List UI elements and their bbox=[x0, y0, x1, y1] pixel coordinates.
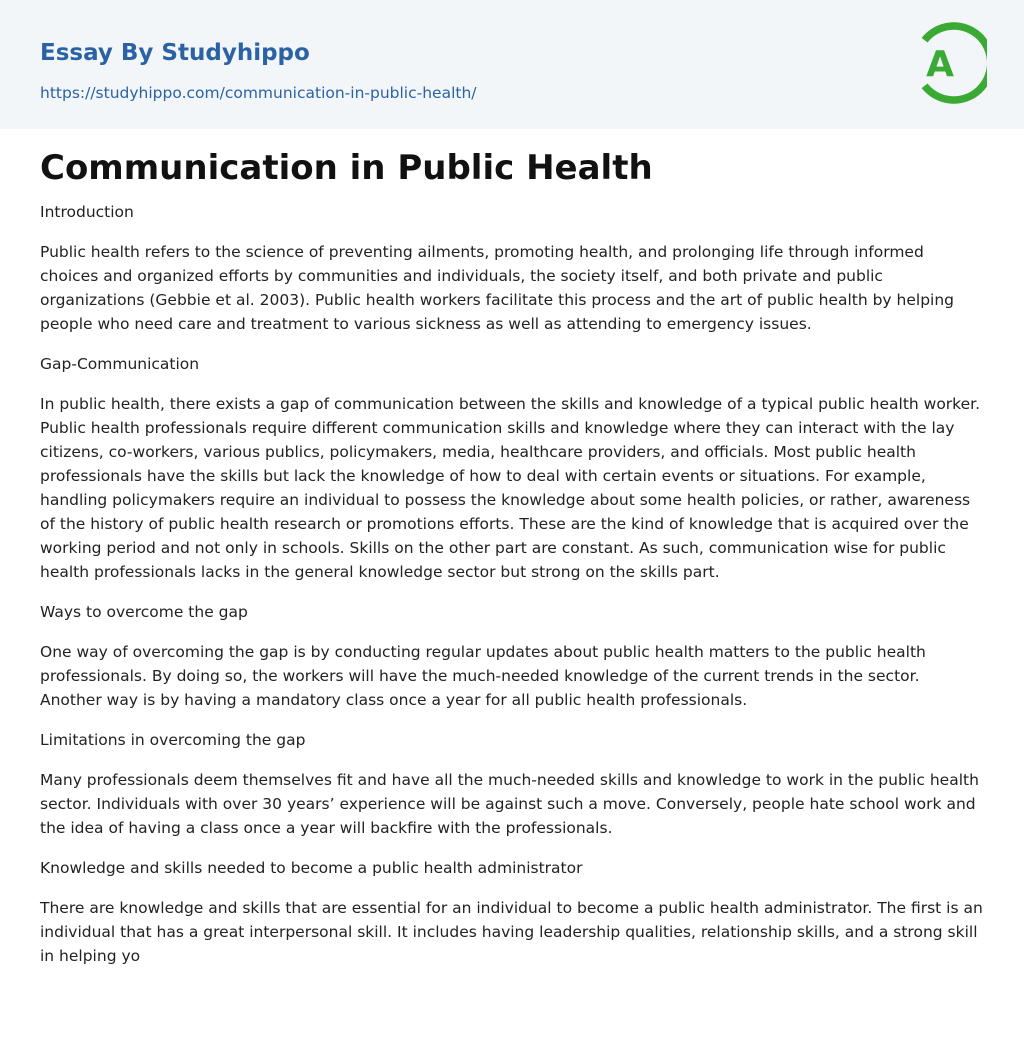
studyhippo-logo-icon[interactable] bbox=[913, 19, 987, 107]
section-heading-gap-communication: Gap-Communication bbox=[40, 355, 200, 373]
paragraph-introduction: Public health refers to the science of preventing ailments, promoting health, and prolonging life through informed choices and organized efforts by communities and individuals, the society itself, and both private and public organizations (Gebbie et al. 2003). Public health workers facilitate this process and the art of public health by helping people who need care and treatment to various sickness as well as attending to emergency issues. bbox=[40, 243, 955, 333]
section-heading-introduction: Introduction bbox=[40, 203, 134, 221]
paragraph-limitations: Many professionals deem themselves fit and have all the much-needed skills and knowledge to work in the public health sector. Individuals with over 30 years’ experience will be against such a move. Conversely, people hate school work and the idea of having a class once a year will backfire with the professionals. bbox=[40, 771, 979, 837]
page-title: Communication in Public Health bbox=[40, 148, 653, 188]
paragraph-gap-communication: In public health, there exists a gap of communication between the skills and knowledge of a typical public health worker. Public health professionals require different communication skills and knowledge where they can interact with the lay citizens, co-workers, various publics, policymakers, media, healthcare providers, and officials. Most public health professionals have the skills but lack the knowledge of how to deal with certain events or situations. For example, handling policymakers require an individual to possess the knowledge about some health policies, or rather, awareness of the history of public health research or promotions efforts. These are the kind of knowledge that is acquired over the working period and not only in schools. Skills on the other part are constant. As such, communication wise for public health professionals lacks in the general knowledge sector but strong on the skills part. bbox=[40, 395, 981, 581]
paragraph-knowledge-and-skills: There are knowledge and skills that are essential for an individual to become a public health administrator. The first is an individual that has a great interpersonal skill. It includes having leadership qualities, relationship skills, and a strong skill in helping yo bbox=[40, 899, 983, 965]
site-header bbox=[0, 0, 1024, 129]
section-heading-limitations: Limitations in overcoming the gap bbox=[40, 731, 306, 749]
paragraph-ways-to-overcome: One way of overcoming the gap is by conducting regular updates about public health matters to the public health professionals. By doing so, the workers will have the much-needed knowledge of the current trends in the sector. Another way is by having a mandatory class once a year for all public health professionals. bbox=[40, 643, 926, 709]
essay-url-link[interactable]: https://studyhippo.com/communication-in-public-health/ bbox=[40, 84, 477, 102]
site-brand[interactable]: Essay By Studyhippo bbox=[40, 40, 310, 66]
article bbox=[40, 140, 984, 968]
section-heading-ways-to-overcome: Ways to overcome the gap bbox=[40, 603, 248, 621]
section-heading-knowledge-and-skills: Knowledge and skills needed to become a public health administrator bbox=[40, 859, 583, 877]
logo-letter: A bbox=[926, 44, 954, 85]
